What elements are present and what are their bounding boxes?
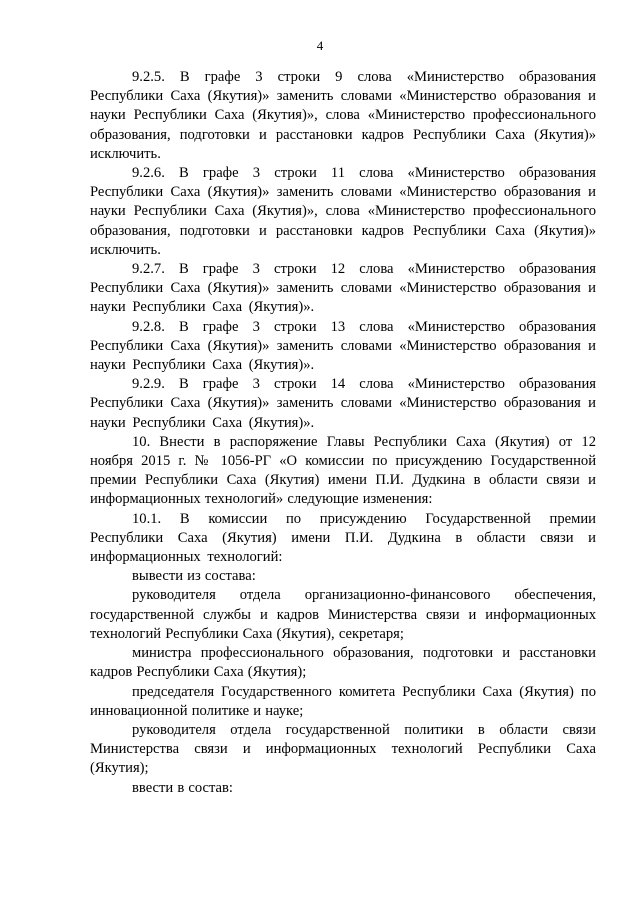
document-body (90, 68, 596, 798)
paragraph-9-2-6: 9.2.6. В графе 3 строки 11 слова «Министерство образования Республики Саха (Якутия)» заменить словами «Министерство образования и науки Республики Саха (Якутия)», слова «Министерство профессионального образования, подготовки и расстановки кадров Республики Саха (Якутия)» исключить. (90, 165, 596, 258)
paragraph-9-2-7: 9.2.7. В графе 3 строки 12 слова «Министерство образования Республики Саха (Якутия)» заменить словами «Министерство образования и науки Республики Саха (Якутия)». (90, 261, 596, 316)
paragraph-9-2-9: 9.2.9. В графе 3 строки 14 слова «Министерство образования Республики Саха (Якутия)» заменить словами «Министерство образования и науки Республики Саха (Якутия)». (90, 376, 596, 431)
paragraph-department-head-policy: руководителя отдела государственной политики в области связи Министерства связи и информационных технологий Республики Саха (Якутия); (90, 721, 596, 777)
paragraph-state-committee-chairman: председателя Государственного комитета Республики Саха (Якутия) по инновационной политике и науке; (90, 683, 596, 719)
paragraph-10-1: 10.1. В комиссии по присуждению Государственной премии Республики Саха (Якутия) имени П.И. Дудкина в области связи и информационных технологий: (90, 510, 596, 566)
paragraph-9-2-8: 9.2.8. В графе 3 строки 13 слова «Министерство образования Республики Саха (Якутия)» заменить словами «Министерство образования и науки Республики Саха (Якутия)». (90, 318, 596, 374)
paragraph-9-2-5: 9.2.5. В графе 3 строки 9 слова «Министерство образования Республики Саха (Якутия)» заменить словами «Министерство образования и науки Республики Саха (Якутия)», слова «Министерство профессионального образования, подготовки и расстановки кадров Республики Саха (Якутия)» исключить. (90, 69, 596, 162)
page-number: 4 (316, 38, 324, 53)
paragraph-10: 10. Внести в распоряжение Главы Республики Саха (Якутия) от 12 ноября 2015 г. № 1056-РГ «О комиссии по присуждению Государственной премии Республики Саха (Якутия) имени П.И. Дудкина в области связи и информационных технологий» следующие изменения: (90, 433, 596, 508)
paragraph-add-to-composition: ввести в состав: (132, 779, 233, 796)
paragraph-minister-professional-education: министра профессионального образования, подготовки и расстановки кадров Республики Саха (Якутия); (90, 645, 596, 681)
paragraph-remove-from-composition: вывести из состава: (132, 568, 256, 585)
paragraph-department-head-secretary: руководителя отдела организационно-финансового обеспечения, государственной службы и кадров Министерства связи и информационных технологий Республики Саха (Якутия), секретаря; (90, 587, 596, 642)
